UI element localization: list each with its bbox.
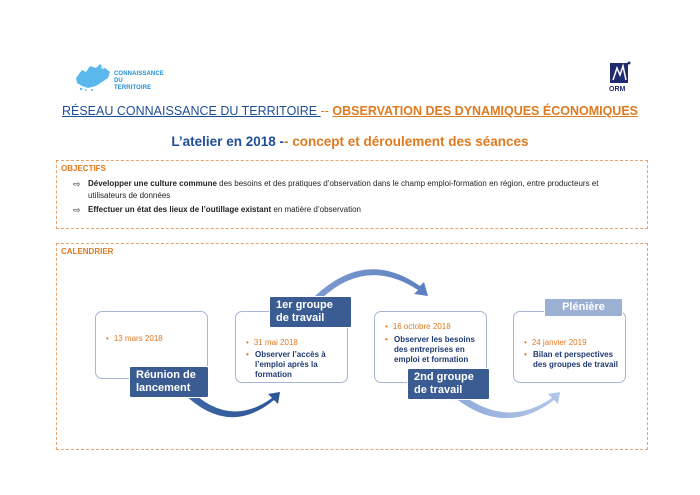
desc-pleniere: • Bilan et perspectives des groupes de travail: [524, 350, 624, 370]
objectif-1-bold: Développer une culture commune: [88, 179, 217, 188]
tag-groupe1: 1er groupe de travail: [269, 296, 352, 328]
logo-left-text: CONNAISSANCE DU TERRITOIRE: [114, 71, 164, 91]
timeline-card-pleniere: [513, 311, 626, 383]
tag-reunion-lancement: Réunion de lancement: [129, 366, 209, 398]
subtitle-atelier: L’atelier en 2018 -: [171, 134, 284, 149]
desc-groupe2: • Observer les besoins des entreprises en emploi et formation: [385, 335, 485, 365]
objectif-2-bold: Effectuer un état des lieux de l’outillage existant: [88, 205, 272, 214]
tag-groupe2: 2nd groupe de travail: [407, 368, 490, 400]
objectif-1-text: des besoins et des pratiques d’observation dans le champ emploi-formation en région, entre producteurs et utilisateurs de données: [88, 179, 599, 200]
arrow-right-icon: ⇨: [73, 179, 81, 189]
title-network: RÉSEAU CONNAISSANCE DU TERRITOIRE: [61, 104, 321, 118]
title-observation: OBSERVATION DES DYNAMIQUES ÉCONOMIQUES: [332, 104, 639, 118]
date-pleniere: • 24 janvier 2019: [524, 338, 587, 347]
calendrier-label: CALENDRIER: [61, 247, 114, 256]
tag-pleniere: Plénière: [544, 298, 623, 317]
desc-groupe2-text: Observer les besoins des entreprises en emploi et formation: [394, 335, 475, 364]
orm-text: ORM: [609, 86, 626, 93]
subtitle-concept: - concept et déroulement des séances: [283, 134, 529, 149]
title-separator: --: [320, 104, 329, 118]
desc-groupe1-text: Observer l’accès à l’emploi après la formation: [255, 350, 326, 379]
objectif-2-text: en matière d’observation: [271, 205, 361, 214]
date-groupe2: • 16 octobre 2018: [385, 322, 451, 331]
arrow-right-icon: ⇨: [73, 205, 81, 215]
desc-pleniere-text: Bilan et perspectives des groupes de travail: [533, 350, 618, 369]
date-groupe1: • 31 mai 2018: [246, 338, 298, 347]
objectifs-label: OBJECTIFS: [61, 164, 106, 173]
date-lancement: • 13 mars 2018: [106, 334, 163, 343]
desc-groupe1: • Observer l’accès à l’emploi après la formation: [246, 350, 346, 380]
